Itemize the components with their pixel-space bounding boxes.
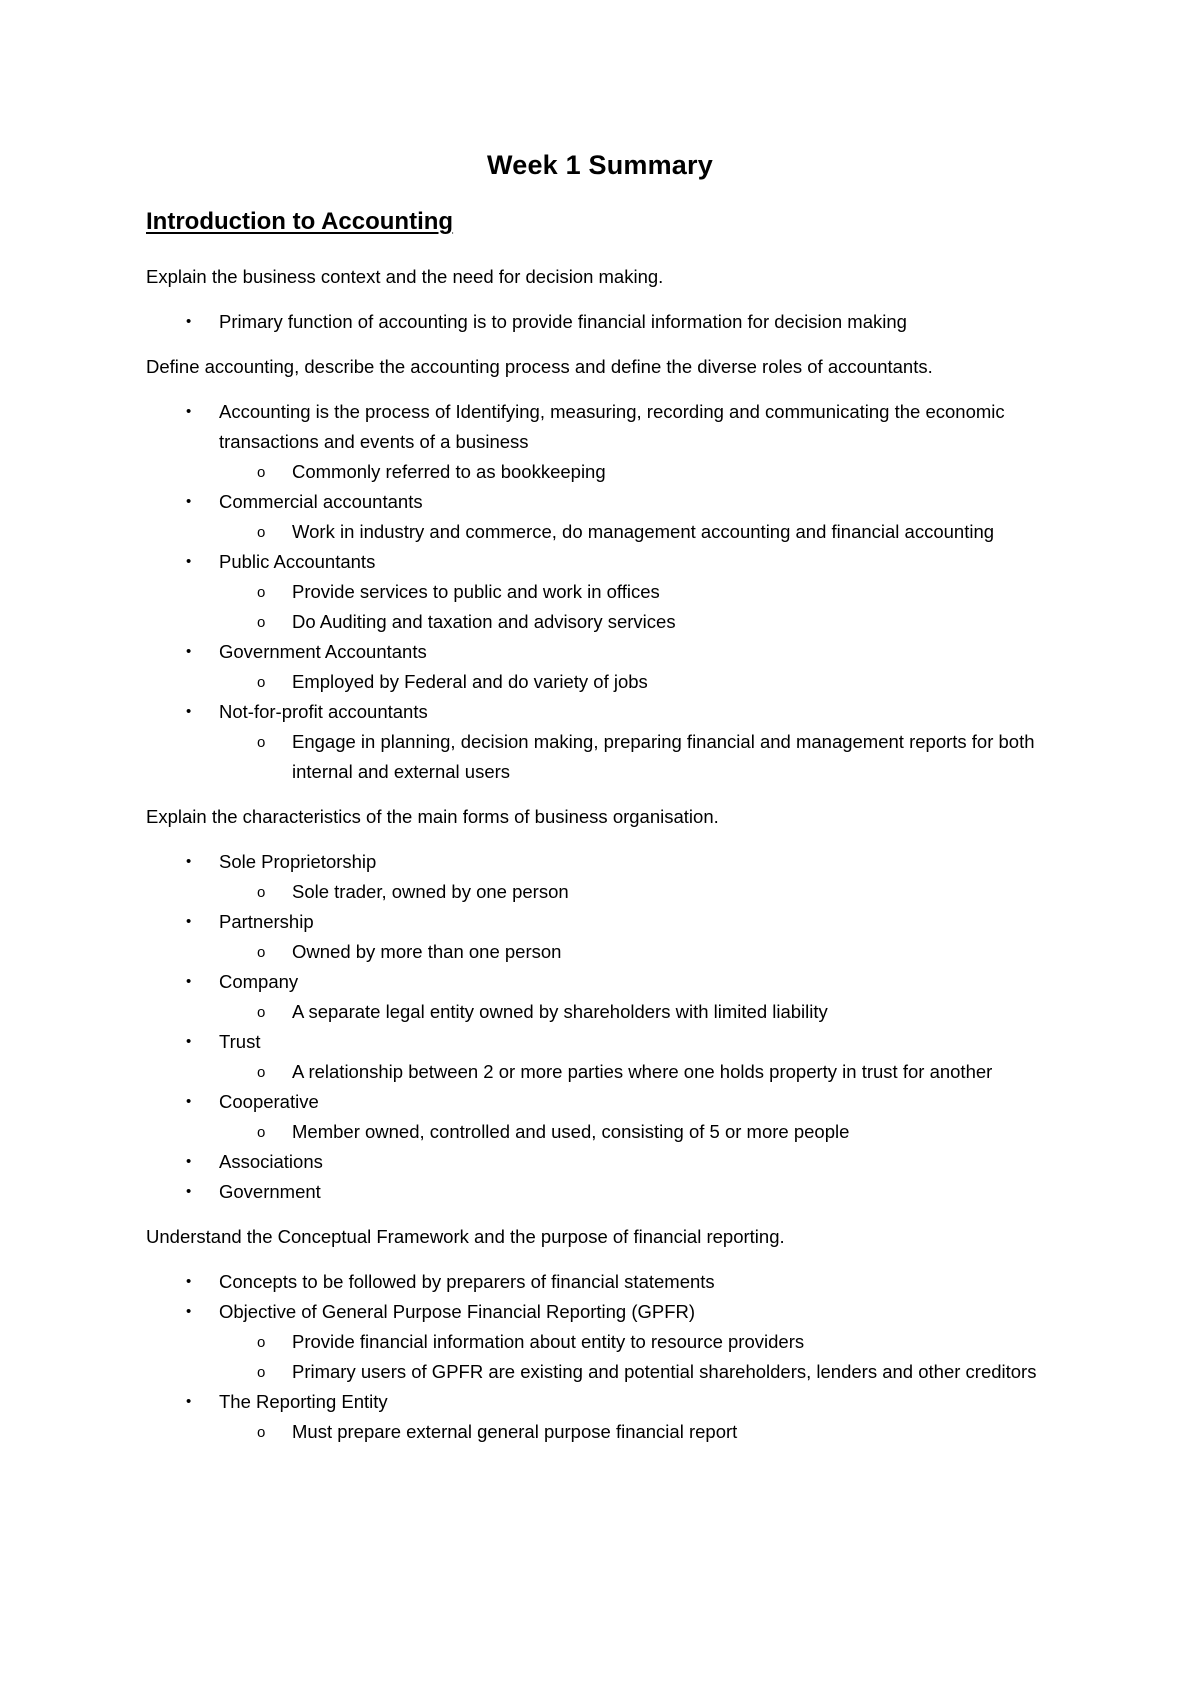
list-item-text: Trust [219, 1031, 261, 1052]
sub-list-item-text: Primary users of GPFR are existing and potential shareholders, lenders and other creditors [292, 1361, 1037, 1382]
list-item-text: Concepts to be followed by preparers of financial statements [219, 1271, 715, 1292]
sub-bullet-icon: o [257, 884, 266, 901]
sub-bullet-icon: o [257, 1334, 266, 1351]
sub-list-item [219, 937, 1056, 967]
sub-bullet-list [219, 457, 1056, 487]
list-item [146, 1387, 1056, 1447]
sub-list-item [219, 457, 1056, 487]
bullet-icon: • [186, 913, 192, 930]
sub-bullet-icon: o [257, 584, 266, 601]
list-item-text: Company [219, 971, 299, 992]
sub-list-item-text: Sole trader, owned by one person [292, 881, 569, 902]
bullet-icon: • [186, 643, 192, 660]
sub-list-item-text: Provide financial information about entity to resource providers [292, 1331, 805, 1352]
sub-bullet-icon: o [257, 674, 266, 691]
list-item-text: Government Accountants [219, 641, 427, 662]
list-item [146, 907, 1056, 967]
section-heading: Introduction to Accounting [146, 208, 454, 235]
sub-list-item [219, 607, 1056, 637]
bullet-list [146, 847, 1056, 1207]
bullet-icon: • [186, 703, 192, 720]
bullet-icon: • [186, 1303, 192, 1320]
section-intro: Explain the business context and the need for decision making. [146, 266, 664, 287]
bullet-icon: • [186, 493, 192, 510]
sub-list-item-text: Engage in planning, decision making, preparing financial and management reports for both internal and external users [292, 731, 1035, 782]
sub-list-item [219, 1357, 1056, 1387]
sub-bullet-icon: o [257, 1424, 266, 1441]
sub-bullet-icon: o [257, 944, 266, 961]
sub-list-item [219, 517, 1056, 547]
section-intro: Define accounting, describe the accounting process and define the diverse roles of accountants. [146, 356, 933, 377]
list-item-text: Sole Proprietorship [219, 851, 377, 872]
bullet-list [146, 397, 1056, 787]
bullet-icon: • [186, 1093, 192, 1110]
section-intro: Explain the characteristics of the main forms of business organisation. [146, 806, 719, 827]
list-item [146, 1177, 1056, 1207]
sub-list-item-text: Employed by Federal and do variety of jobs [292, 671, 648, 692]
bullet-icon: • [186, 1033, 192, 1050]
list-item [146, 967, 1056, 1027]
bullet-icon: • [186, 1183, 192, 1200]
sub-bullet-icon: o [257, 1064, 266, 1081]
bullet-icon: • [186, 313, 192, 330]
list-item [146, 1027, 1056, 1087]
document-body [146, 262, 1056, 1462]
sub-bullet-icon: o [257, 1004, 266, 1021]
bullet-icon: • [186, 973, 192, 990]
sub-bullet-icon: o [257, 1364, 266, 1381]
bullet-icon: • [186, 1273, 192, 1290]
sub-list-item [219, 997, 1056, 1027]
bullet-icon: • [186, 403, 192, 420]
sub-bullet-list [219, 997, 1056, 1027]
sub-list-item [219, 577, 1056, 607]
bullet-list [146, 307, 1056, 337]
sub-bullet-list [219, 577, 1056, 637]
sub-list-item [219, 1117, 1056, 1147]
list-item-text: Associations [219, 1151, 323, 1172]
sub-list-item [219, 727, 1056, 787]
list-item [146, 1297, 1056, 1387]
sub-bullet-list [219, 1417, 1056, 1447]
list-item [146, 307, 1056, 337]
bullet-icon: • [186, 1153, 192, 1170]
sub-bullet-list [219, 517, 1056, 547]
sub-list-item-text: A separate legal entity owned by shareholders with limited liability [292, 1001, 828, 1022]
list-item [146, 697, 1056, 787]
sub-list-item [219, 667, 1056, 697]
list-item-text: Objective of General Purpose Financial Reporting (GPFR) [219, 1301, 696, 1322]
list-item-text: Not-for-profit accountants [219, 701, 428, 722]
list-item-text: Primary function of accounting is to provide financial information for decision making [219, 311, 907, 332]
sub-bullet-icon: o [257, 524, 266, 541]
bullet-icon: • [186, 553, 192, 570]
sub-list-item-text: Work in industry and commerce, do management accounting and financial accounting [292, 521, 995, 542]
sub-bullet-icon: o [257, 734, 266, 751]
list-item-text: Accounting is the process of Identifying, measuring, recording and communicating the economic transactions and events of a business [219, 401, 1005, 452]
sub-bullet-list [219, 1327, 1056, 1387]
list-item-text: Public Accountants [219, 551, 376, 572]
sub-bullet-list [219, 1057, 1056, 1087]
sub-list-item [219, 1057, 1056, 1087]
list-item [146, 487, 1056, 547]
sub-bullet-icon: o [257, 1124, 266, 1141]
sub-list-item-text: Commonly referred to as bookkeeping [292, 461, 606, 482]
sub-list-item-text: Do Auditing and taxation and advisory services [292, 611, 676, 632]
sub-bullet-icon: o [257, 614, 266, 631]
list-item [146, 847, 1056, 907]
sub-list-item [219, 1417, 1056, 1447]
sub-list-item-text: Member owned, controlled and used, consisting of 5 or more people [292, 1121, 850, 1142]
list-item-text: Commercial accountants [219, 491, 423, 512]
sub-bullet-list [219, 667, 1056, 697]
list-item-text: Government [219, 1181, 321, 1202]
sub-bullet-list [219, 727, 1056, 787]
list-item-text: Partnership [219, 911, 314, 932]
bullet-icon: • [186, 1393, 192, 1410]
list-item-text: The Reporting Entity [219, 1391, 388, 1412]
list-item [146, 547, 1056, 637]
list-item [146, 1087, 1056, 1147]
sub-list-item-text: Owned by more than one person [292, 941, 562, 962]
sub-list-item [219, 877, 1056, 907]
list-item [146, 1267, 1056, 1297]
bullet-list [146, 1267, 1056, 1447]
section-intro: Understand the Conceptual Framework and the purpose of financial reporting. [146, 1226, 785, 1247]
list-item [146, 1147, 1056, 1177]
sub-list-item-text: Provide services to public and work in offices [292, 581, 660, 602]
list-item-text: Cooperative [219, 1091, 319, 1112]
sub-list-item-text: Must prepare external general purpose financial report [292, 1421, 738, 1442]
sub-list-item [219, 1327, 1056, 1357]
page-title: Week 1 Summary [487, 150, 713, 180]
list-item [146, 637, 1056, 697]
sub-bullet-icon: o [257, 464, 266, 481]
sub-list-item-text: A relationship between 2 or more parties where one holds property in trust for another [292, 1061, 993, 1082]
sub-bullet-list [219, 877, 1056, 907]
list-item [146, 397, 1056, 487]
sub-bullet-list [219, 1117, 1056, 1147]
bullet-icon: • [186, 853, 192, 870]
sub-bullet-list [219, 937, 1056, 967]
